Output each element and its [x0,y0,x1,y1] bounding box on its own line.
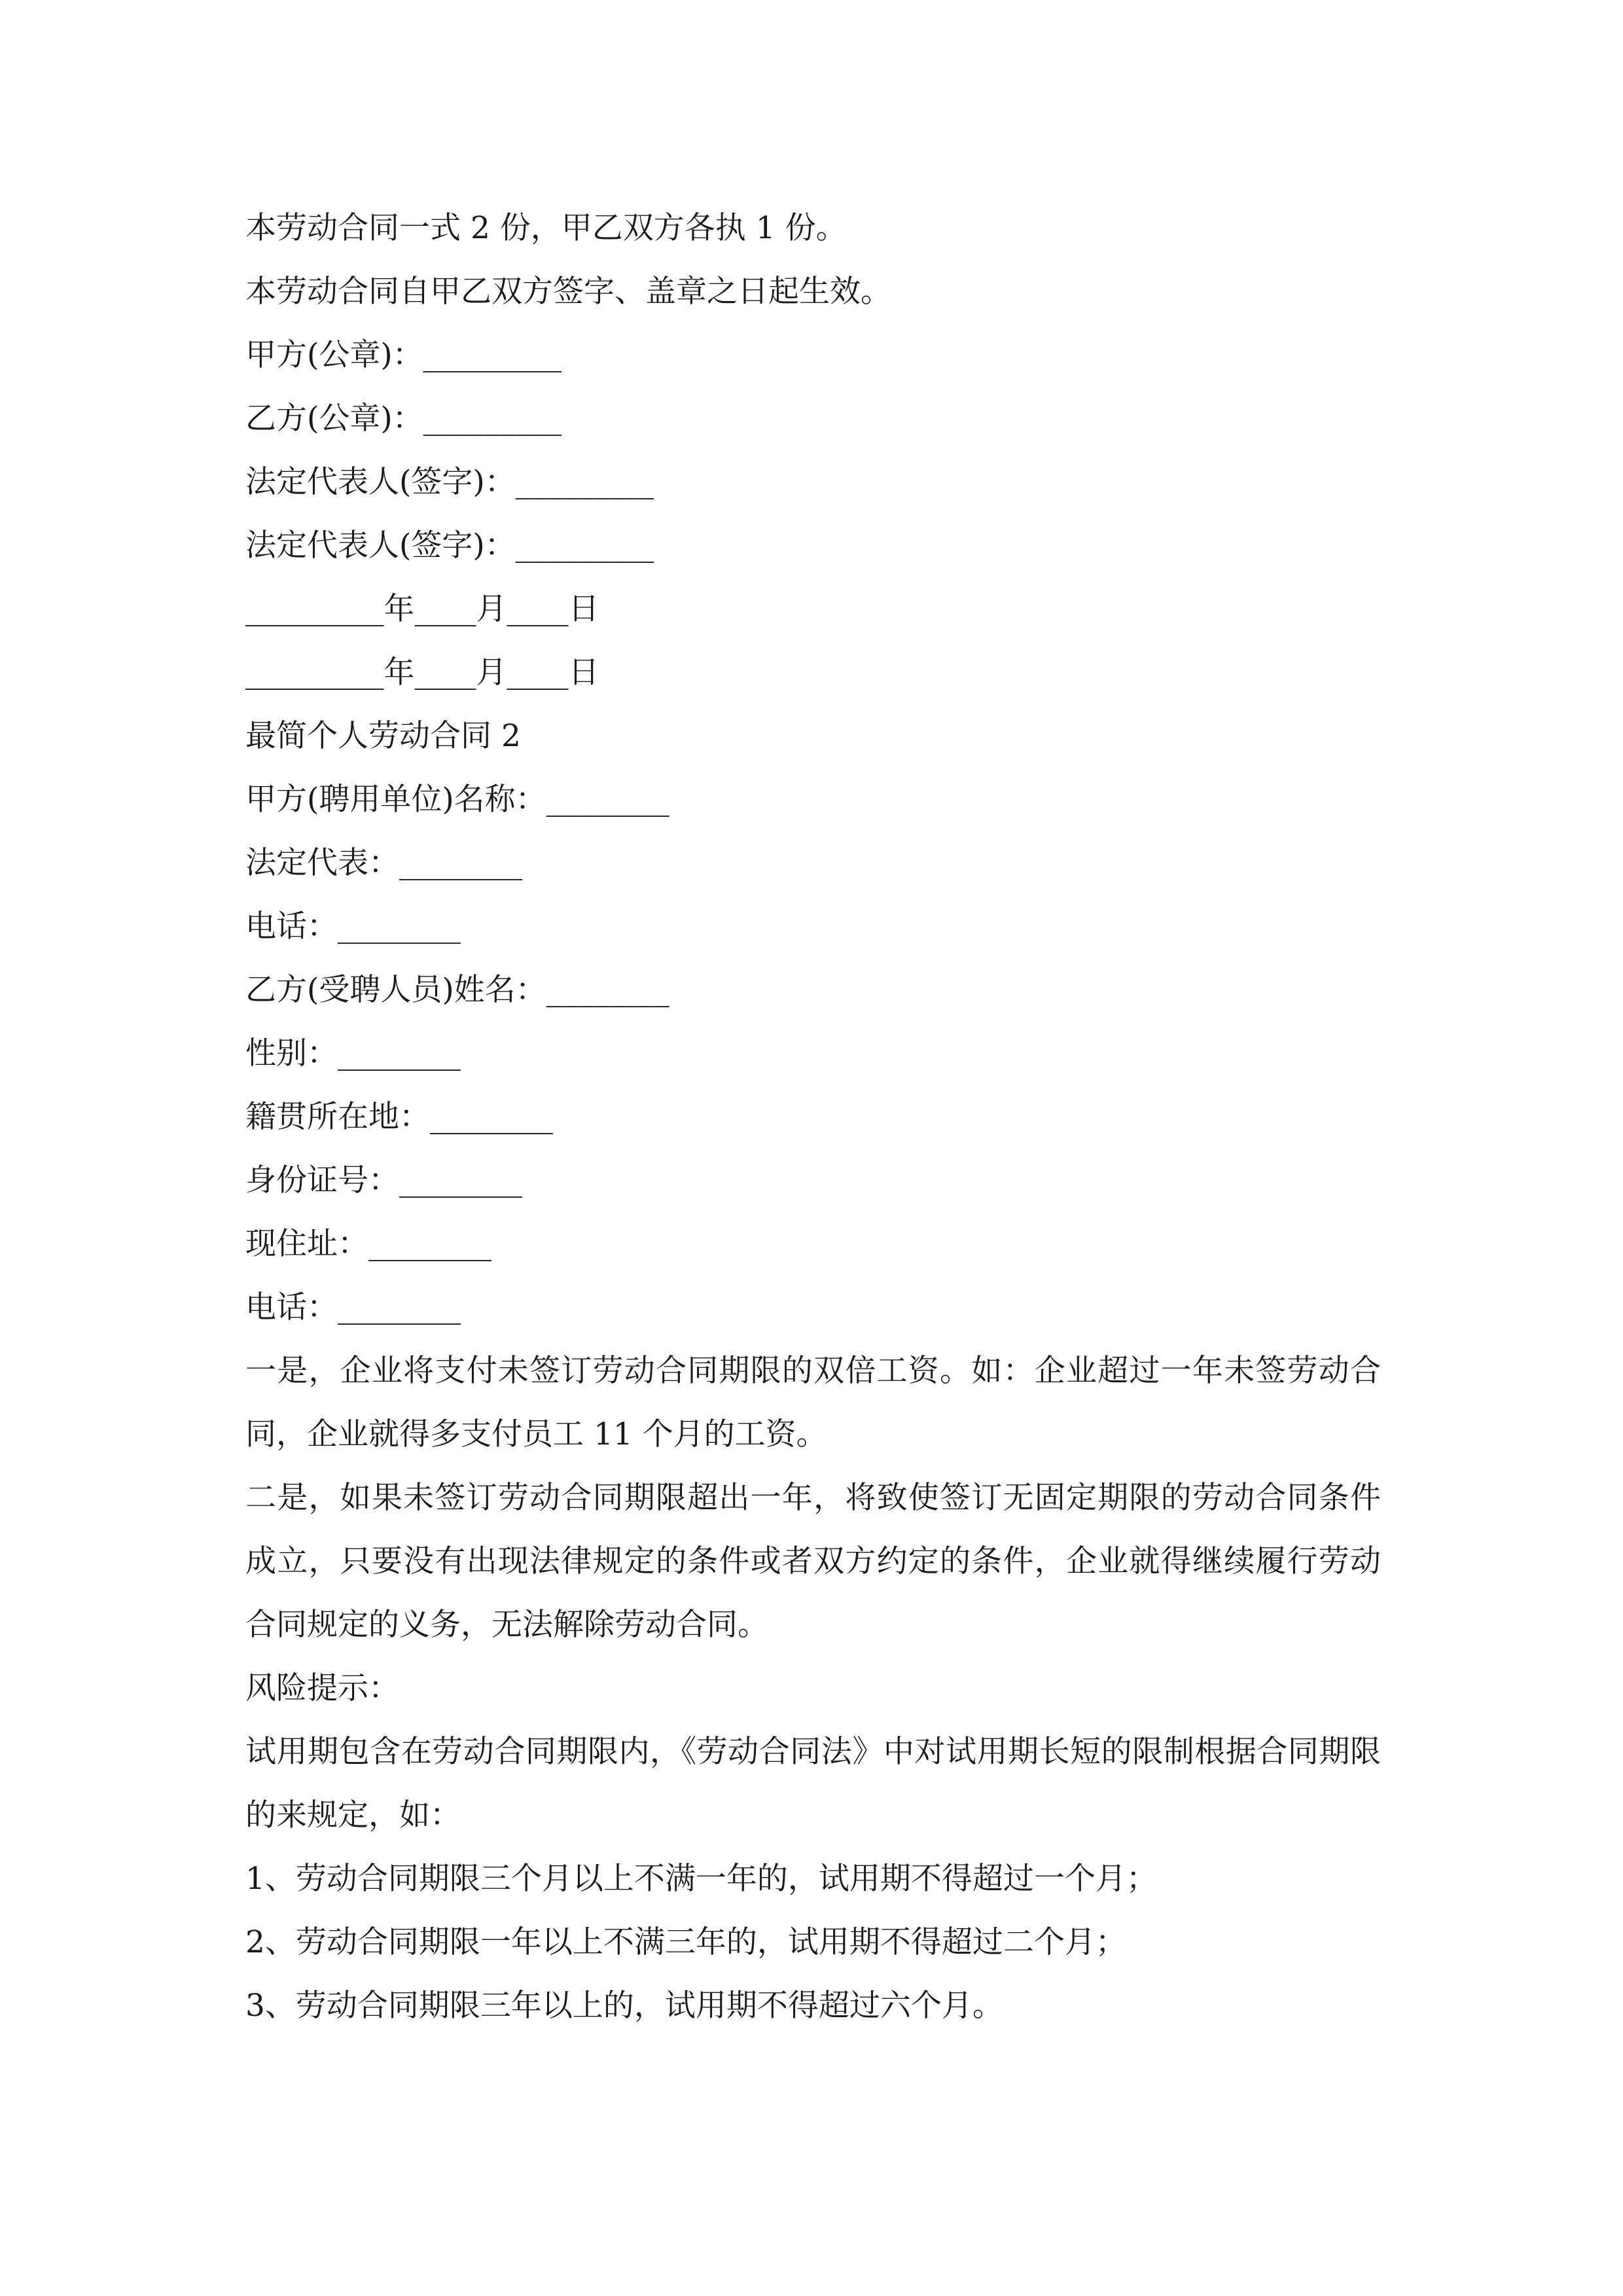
section-title: 最简个人劳动合同 2 [245,718,521,754]
list-item: 2、劳动合同期限一年以上不满三年的，试用期不得超过二个月； [245,1924,1126,1960]
field-gender: 性别：________ [245,1035,461,1071]
field-phone: 电话：________ [245,908,461,944]
text-line: 本劳动合同一式 2 份，甲乙双方各执 1 份。 [245,210,847,246]
document-body [245,196,1381,2037]
field-current-address: 现住址：________ [245,1226,491,1262]
field-phone: 电话：________ [245,1289,461,1325]
field-party-a-seal: 甲方(公章)：_________ [245,337,562,373]
paragraph-heading: 风险提示： [245,1670,399,1706]
field-employee-name: 乙方(受聘人员)姓名：________ [245,972,669,1008]
field-date: _________年____月____日 [245,591,599,627]
list-item: 1、劳动合同期限三个月以上不满一年的，试用期不得超过一个月； [245,1861,1157,1897]
field-party-b-seal: 乙方(公章)：_________ [245,401,562,437]
field-native-place: 籍贯所在地：________ [245,1099,553,1135]
text-line: 本劳动合同自甲乙双方签字、盖章之日起生效。 [245,274,891,310]
paragraph: 二是，如果未签订劳动合同期限超出一年，将致使签订无固定期限的劳动合同条件成立，只要没有出现法律规定的条件或者双方约定的条件，企业就得继续履行劳动合同规定的义务，无法解除劳动合同。 [245,1480,1381,1643]
field-legal-representative: 法定代表：________ [245,845,522,881]
field-legal-rep-signature: 法定代表人(签字)：_________ [245,528,654,564]
list-item: 3、劳动合同期限三年以上的，试用期不得超过六个月。 [245,1988,1003,2024]
field-date: _________年____月____日 [245,655,599,691]
paragraph: 试用期包含在劳动合同期限内，《劳动合同法》中对试用期长短的限制根据合同期限的来规定，如： [245,1734,1381,1833]
field-employer-name: 甲方(聘用单位)名称：________ [245,781,669,817]
field-id-number: 身份证号：________ [245,1162,522,1198]
field-legal-rep-signature: 法定代表人(签字)：_________ [245,464,654,500]
paragraph: 一是，企业将支付未签订劳动合同期限的双倍工资。如：企业超过一年未签劳动合同，企业就得多支付员工 11 个月的工资。 [245,1353,1381,1452]
